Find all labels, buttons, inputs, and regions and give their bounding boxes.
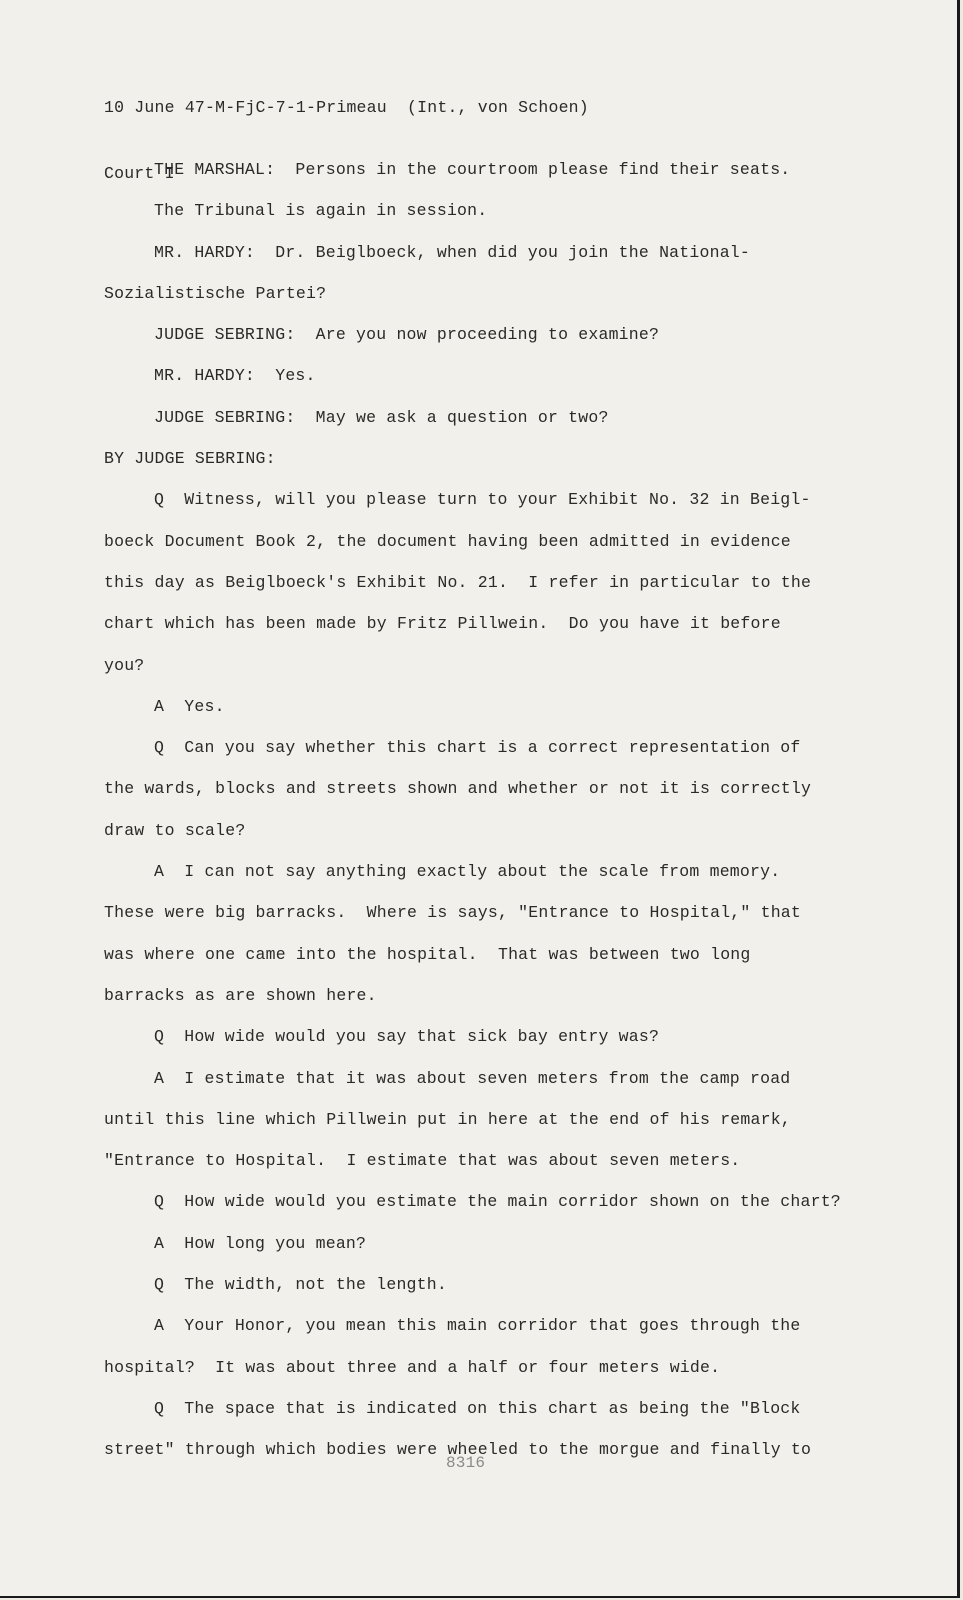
transcript-line: draw to scale?: [104, 820, 246, 840]
transcript-line: Q The width, not the length.: [154, 1275, 447, 1295]
header-line-1: 10 June 47-M-FjC-7-1-Primeau (Int., von Schoen): [104, 98, 589, 117]
transcript-line: JUDGE SEBRING: May we ask a question or two?: [154, 407, 609, 427]
transcript-line: BY JUDGE SEBRING:: [104, 449, 276, 469]
transcript-line: hospital? It was about three and a half or four meters wide.: [104, 1357, 721, 1377]
transcript-line: A How long you mean?: [154, 1233, 367, 1253]
transcript-line: Q Witness, will you please turn to your Exhibit No. 32 in Beigl-: [154, 490, 811, 510]
transcript-line: These were big barracks. Where is says, "Entrance to Hospital," that: [104, 903, 802, 923]
transcript-line: Sozialistische Partei?: [104, 283, 327, 303]
transcript-line: Q How wide would you say that sick bay entry was?: [154, 1027, 660, 1047]
transcript-line: boeck Document Book 2, the document having been admitted in evidence: [104, 531, 791, 551]
transcript-line: A I estimate that it was about seven meters from the camp road: [154, 1068, 791, 1088]
transcript-line: the wards, blocks and streets shown and whether or not it is correctly: [104, 779, 812, 799]
transcript-line: this day as Beiglboeck's Exhibit No. 21. I refer in particular to the: [104, 572, 812, 592]
transcript-line: Q How wide would you estimate the main corridor shown on the chart?: [154, 1192, 841, 1212]
transcript-line: A Your Honor, you mean this main corridor that goes through the: [154, 1316, 801, 1336]
transcript-line: A I can not say anything exactly about the scale from memory.: [154, 862, 781, 882]
transcript-line: chart which has been made by Fritz Pillwein. Do you have it before: [104, 614, 781, 634]
transcript-body: [104, 159, 864, 1481]
transcript-line: "Entrance to Hospital. I estimate that was about seven meters.: [104, 1151, 741, 1171]
transcript-line: Q The space that is indicated on this chart as being the "Block: [154, 1398, 801, 1418]
page-number: 8316: [446, 1454, 486, 1472]
transcript-line: THE MARSHAL: Persons in the courtroom please find their seats.: [154, 160, 791, 179]
transcript-line: A Yes.: [154, 696, 225, 716]
transcript-line: you?: [104, 655, 145, 675]
transcript-line: JUDGE SEBRING: Are you now proceeding to examine?: [154, 325, 660, 345]
transcript-line: The Tribunal is again in session.: [154, 201, 488, 221]
transcript-line: MR. HARDY: Yes.: [154, 366, 316, 386]
transcript-line: until this line which Pillwein put in here at the end of his remark,: [104, 1109, 791, 1129]
transcript-line: barracks as are shown here.: [104, 985, 377, 1005]
header-line-2: Court I: [104, 164, 175, 183]
transcript-line: Q Can you say whether this chart is a correct representation of: [154, 738, 801, 758]
transcript-line: MR. HARDY: Dr. Beiglboeck, when did you join the National-: [154, 242, 750, 262]
transcript-line: street" through which bodies were wheeled to the morgue and finally to: [104, 1440, 812, 1460]
transcript-line: was where one came into the hospital. That was between two long: [104, 944, 751, 964]
